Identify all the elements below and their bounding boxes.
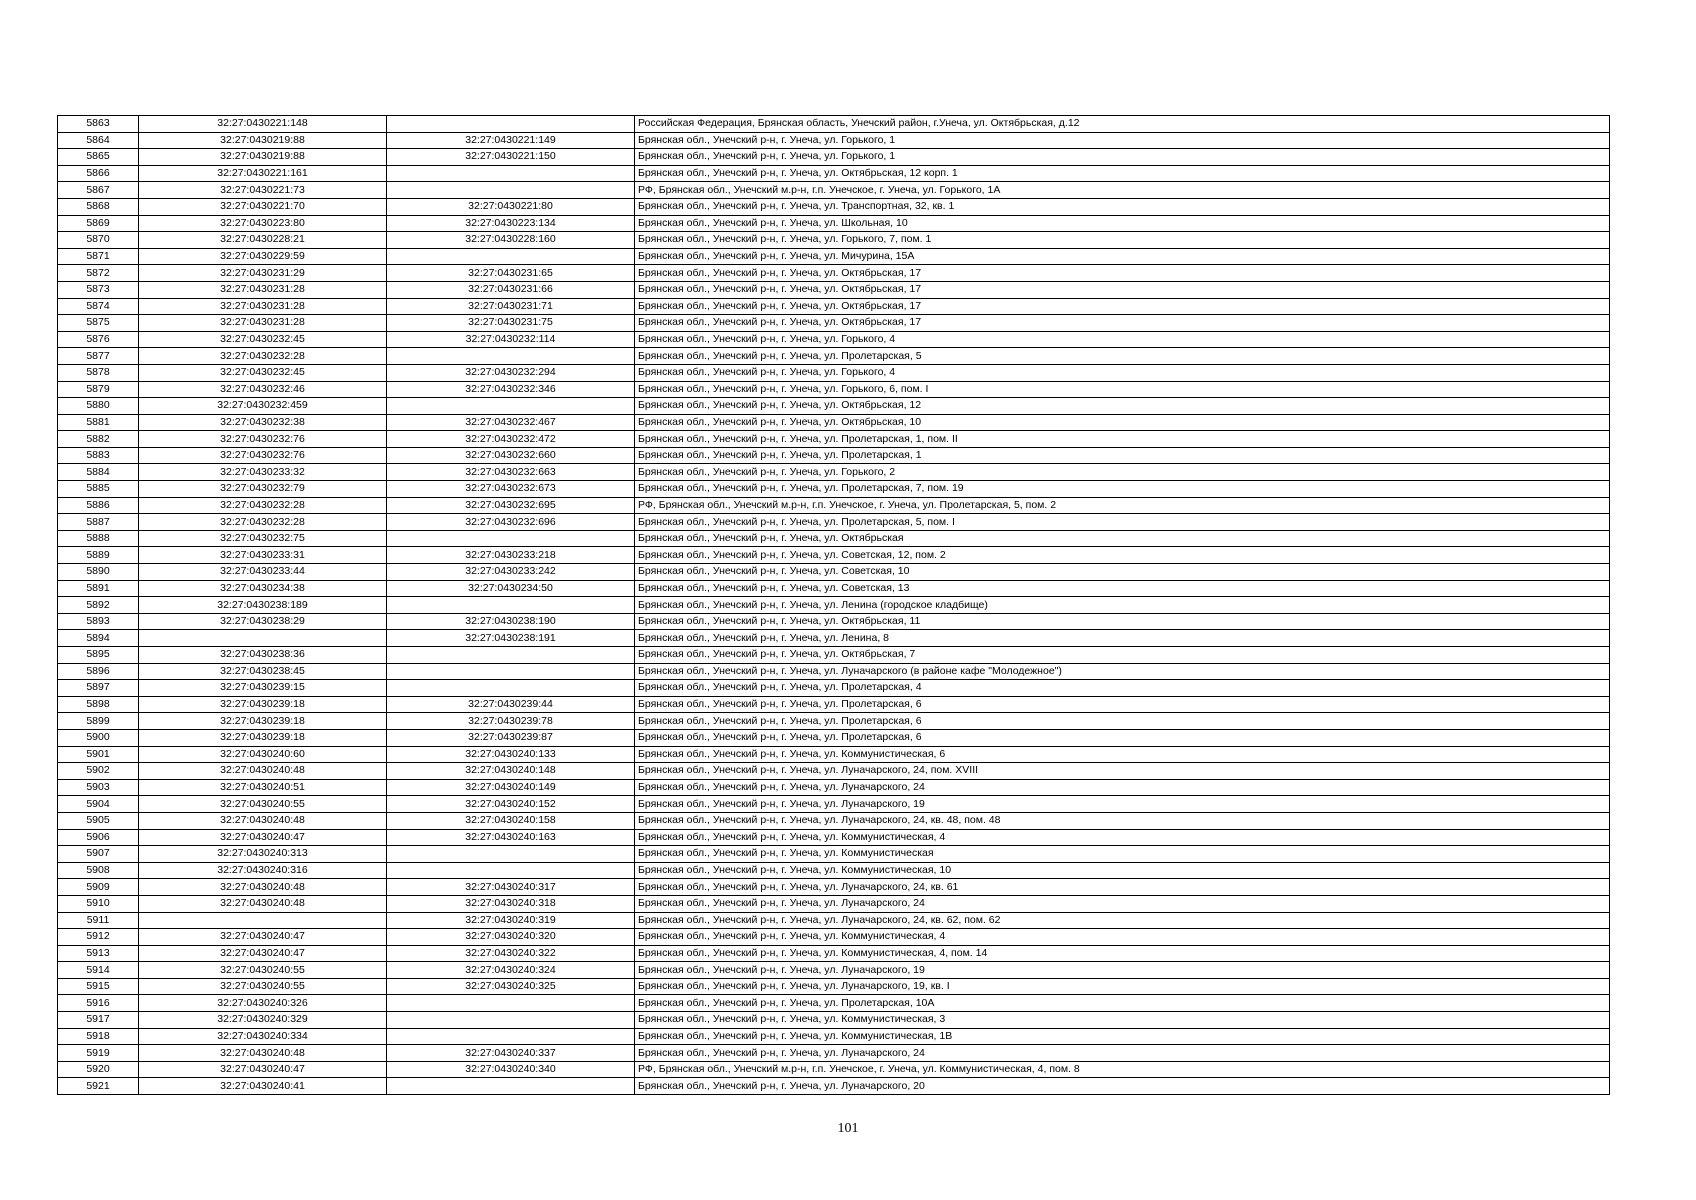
address-cell: Брянская обл., Унечский р-н, г. Унеча, ул. Коммунистическая, 4 [635, 929, 1610, 946]
row-number-cell: 5872 [58, 265, 139, 282]
table-row [58, 663, 1610, 680]
land-cadastral-number-cell: 32:27:0430240:60 [139, 746, 387, 763]
object-cadastral-number-cell: 32:27:0430232:294 [387, 364, 635, 381]
row-number-cell: 5888 [58, 530, 139, 547]
land-cadastral-number-cell: 32:27:0430238:189 [139, 597, 387, 614]
row-number-cell: 5863 [58, 116, 139, 133]
land-cadastral-number-cell: 32:27:0430240:329 [139, 1012, 387, 1029]
row-number-cell: 5911 [58, 912, 139, 929]
address-cell: Брянская обл., Унечский р-н, г. Унеча, ул. Ленина (городское кладбище) [635, 597, 1610, 614]
address-cell: Брянская обл., Унечский р-н, г. Унеча, ул. Октябрьская [635, 530, 1610, 547]
object-cadastral-number-cell: 32:27:0430232:673 [387, 481, 635, 498]
address-cell: Брянская обл., Унечский р-н, г. Унеча, ул. Коммунистическая, 10 [635, 862, 1610, 879]
address-cell: Брянская обл., Унечский р-н, г. Унеча, ул. Луначарского, 24, кв. 48, пом. 48 [635, 812, 1610, 829]
table-row [58, 248, 1610, 265]
address-cell: Брянская обл., Унечский р-н, г. Унеча, ул. Луначарского, 19, кв. I [635, 978, 1610, 995]
address-cell: Брянская обл., Унечский р-н, г. Унеча, ул. Октябрьская, 17 [635, 315, 1610, 332]
address-cell: Брянская обл., Унечский р-н, г. Унеча, ул. Пролетарская, 10А [635, 995, 1610, 1012]
land-cadastral-number-cell: 32:27:0430219:88 [139, 149, 387, 166]
address-cell: Брянская обл., Унечский р-н, г. Унеча, ул. Пролетарская, 7, пом. 19 [635, 481, 1610, 498]
object-cadastral-number-cell [387, 995, 635, 1012]
address-cell: Брянская обл., Унечский р-н, г. Унеча, ул. Луначарского, 20 [635, 1078, 1610, 1095]
address-cell: Брянская обл., Унечский р-н, г. Унеча, ул. Пролетарская, 5 [635, 348, 1610, 365]
land-cadastral-number-cell: 32:27:0430240:48 [139, 812, 387, 829]
land-cadastral-number-cell: 32:27:0430231:28 [139, 315, 387, 332]
object-cadastral-number-cell: 32:27:0430232:472 [387, 431, 635, 448]
table-row [58, 1061, 1610, 1078]
land-cadastral-number-cell: 32:27:0430219:88 [139, 132, 387, 149]
object-cadastral-number-cell: 32:27:0430240:149 [387, 779, 635, 796]
address-cell: Брянская обл., Унечский р-н, г. Унеча, ул. Октябрьская, 7 [635, 647, 1610, 664]
table-row [58, 398, 1610, 415]
land-cadastral-number-cell: 32:27:0430231:29 [139, 265, 387, 282]
table-row [58, 846, 1610, 863]
table-row [58, 630, 1610, 647]
row-number-cell: 5910 [58, 895, 139, 912]
land-cadastral-number-cell: 32:27:0430238:36 [139, 647, 387, 664]
row-number-cell: 5900 [58, 729, 139, 746]
row-number-cell: 5886 [58, 497, 139, 514]
address-cell: Брянская обл., Унечский р-н, г. Унеча, ул. Луначарского, 24 [635, 895, 1610, 912]
object-cadastral-number-cell [387, 248, 635, 265]
object-cadastral-number-cell: 32:27:0430228:160 [387, 232, 635, 249]
row-number-cell: 5920 [58, 1061, 139, 1078]
row-number-cell: 5912 [58, 929, 139, 946]
table-row [58, 481, 1610, 498]
address-cell: Брянская обл., Унечский р-н, г. Унеча, ул. Коммунистическая, 1В [635, 1028, 1610, 1045]
object-cadastral-number-cell: 32:27:0430240:317 [387, 879, 635, 896]
row-number-cell: 5868 [58, 198, 139, 215]
table-row [58, 978, 1610, 995]
object-cadastral-number-cell [387, 663, 635, 680]
row-number-cell: 5880 [58, 398, 139, 415]
address-cell: Брянская обл., Унечский р-н, г. Унеча, ул. Октябрьская, 12 [635, 398, 1610, 415]
address-cell: Брянская обл., Унечский р-н, г. Унеча, ул. Луначарского, 24, пом. XVIII [635, 763, 1610, 780]
object-cadastral-number-cell: 32:27:0430240:322 [387, 945, 635, 962]
address-cell: Брянская обл., Унечский р-н, г. Унеча, ул. Советская, 12, пом. 2 [635, 547, 1610, 564]
address-cell: Брянская обл., Унечский р-н, г. Унеча, ул. Горького, 1 [635, 132, 1610, 149]
row-number-cell: 5921 [58, 1078, 139, 1095]
object-cadastral-number-cell: 32:27:0430238:190 [387, 613, 635, 630]
address-cell: Брянская обл., Унечский р-н, г. Унеча, ул. Горького, 4 [635, 364, 1610, 381]
row-number-cell: 5867 [58, 182, 139, 199]
table-row [58, 364, 1610, 381]
row-number-cell: 5887 [58, 514, 139, 531]
table-row [58, 680, 1610, 697]
table-row [58, 198, 1610, 215]
address-cell: Брянская обл., Унечский р-н, г. Унеча, ул. Пролетарская, 5, пом. I [635, 514, 1610, 531]
table-row [58, 713, 1610, 730]
object-cadastral-number-cell: 32:27:0430221:150 [387, 149, 635, 166]
object-cadastral-number-cell: 32:27:0430232:346 [387, 381, 635, 398]
object-cadastral-number-cell: 32:27:0430234:50 [387, 580, 635, 597]
object-cadastral-number-cell: 32:27:0430240:163 [387, 829, 635, 846]
address-cell: Брянская обл., Унечский р-н, г. Унеча, ул. Пролетарская, 4 [635, 680, 1610, 697]
object-cadastral-number-cell [387, 348, 635, 365]
row-number-cell: 5903 [58, 779, 139, 796]
row-number-cell: 5897 [58, 680, 139, 697]
object-cadastral-number-cell: 32:27:0430240:148 [387, 763, 635, 780]
address-cell: Брянская обл., Унечский р-н, г. Унеча, ул. Коммунистическая, 4, пом. 14 [635, 945, 1610, 962]
land-cadastral-number-cell: 32:27:0430221:70 [139, 198, 387, 215]
land-cadastral-number-cell: 32:27:0430232:459 [139, 398, 387, 415]
land-cadastral-number-cell: 32:27:0430240:313 [139, 846, 387, 863]
table-row [58, 779, 1610, 796]
land-cadastral-number-cell: 32:27:0430240:326 [139, 995, 387, 1012]
land-cadastral-number-cell: 32:27:0430240:55 [139, 796, 387, 813]
table-row [58, 580, 1610, 597]
row-number-cell: 5895 [58, 647, 139, 664]
row-number-cell: 5889 [58, 547, 139, 564]
object-cadastral-number-cell: 32:27:0430239:87 [387, 729, 635, 746]
object-cadastral-number-cell: 32:27:0430232:663 [387, 464, 635, 481]
land-cadastral-number-cell: 32:27:0430233:44 [139, 564, 387, 581]
address-cell: Брянская обл., Унечский р-н, г. Унеча, ул. Октябрьская, 12 корп. 1 [635, 165, 1610, 182]
object-cadastral-number-cell: 32:27:0430240:152 [387, 796, 635, 813]
object-cadastral-number-cell [387, 597, 635, 614]
land-cadastral-number-cell: 32:27:0430232:28 [139, 514, 387, 531]
table-row [58, 995, 1610, 1012]
land-cadastral-number-cell: 32:27:0430240:55 [139, 962, 387, 979]
land-cadastral-number-cell: 32:27:0430238:29 [139, 613, 387, 630]
object-cadastral-number-cell: 32:27:0430221:80 [387, 198, 635, 215]
table-row [58, 381, 1610, 398]
object-cadastral-number-cell: 32:27:0430240:337 [387, 1045, 635, 1062]
land-cadastral-number-cell: 32:27:0430233:31 [139, 547, 387, 564]
row-number-cell: 5869 [58, 215, 139, 232]
row-number-cell: 5894 [58, 630, 139, 647]
land-cadastral-number-cell: 32:27:0430229:59 [139, 248, 387, 265]
object-cadastral-number-cell [387, 116, 635, 133]
address-cell: Брянская обл., Унечский р-н, г. Унеча, ул. Октябрьская, 11 [635, 613, 1610, 630]
address-cell: Брянская обл., Унечский р-н, г. Унеча, ул. Октябрьская, 17 [635, 265, 1610, 282]
land-cadastral-number-cell: 32:27:0430240:48 [139, 763, 387, 780]
address-cell: Брянская обл., Унечский р-н, г. Унеча, ул. Луначарского, 24 [635, 1045, 1610, 1062]
address-cell: Брянская обл., Унечский р-н, г. Унеча, ул. Октябрьская, 17 [635, 298, 1610, 315]
row-number-cell: 5892 [58, 597, 139, 614]
table-row [58, 895, 1610, 912]
table-body [58, 116, 1610, 1095]
address-cell: Брянская обл., Унечский р-н, г. Унеча, ул. Школьная, 10 [635, 215, 1610, 232]
table-row [58, 431, 1610, 448]
table-row [58, 464, 1610, 481]
object-cadastral-number-cell [387, 862, 635, 879]
table-row [58, 281, 1610, 298]
row-number-cell: 5907 [58, 846, 139, 863]
land-cadastral-number-cell: 32:27:0430240:47 [139, 929, 387, 946]
object-cadastral-number-cell [387, 680, 635, 697]
row-number-cell: 5883 [58, 447, 139, 464]
row-number-cell: 5896 [58, 663, 139, 680]
address-cell: Брянская обл., Унечский р-н, г. Унеча, ул. Советская, 13 [635, 580, 1610, 597]
table-row [58, 1012, 1610, 1029]
land-cadastral-number-cell: 32:27:0430239:18 [139, 729, 387, 746]
address-cell: Брянская обл., Унечский р-н, г. Унеча, ул. Советская, 10 [635, 564, 1610, 581]
address-cell: Брянская обл., Унечский р-н, г. Унеча, ул. Коммунистическая, 6 [635, 746, 1610, 763]
row-number-cell: 5899 [58, 713, 139, 730]
row-number-cell: 5918 [58, 1028, 139, 1045]
land-cadastral-number-cell: 32:27:0430231:28 [139, 298, 387, 315]
land-cadastral-number-cell: 32:27:0430240:316 [139, 862, 387, 879]
address-cell: Брянская обл., Унечский р-н, г. Унеча, ул. Луначарского, 24, кв. 61 [635, 879, 1610, 896]
address-cell: РФ, Брянская обл., Унечский м.р-н, г.п. Унечское, г. Унеча, ул. Пролетарская, 5, пом. 2 [635, 497, 1610, 514]
land-cadastral-number-cell: 32:27:0430232:75 [139, 530, 387, 547]
land-cadastral-number-cell: 32:27:0430240:48 [139, 895, 387, 912]
land-cadastral-number-cell: 32:27:0430228:21 [139, 232, 387, 249]
object-cadastral-number-cell: 32:27:0430231:65 [387, 265, 635, 282]
land-cadastral-number-cell: 32:27:0430239:18 [139, 696, 387, 713]
object-cadastral-number-cell: 32:27:0430231:71 [387, 298, 635, 315]
object-cadastral-number-cell: 32:27:0430232:467 [387, 414, 635, 431]
row-number-cell: 5891 [58, 580, 139, 597]
table-row [58, 165, 1610, 182]
row-number-cell: 5908 [58, 862, 139, 879]
object-cadastral-number-cell: 32:27:0430240:320 [387, 929, 635, 946]
address-cell: Брянская обл., Унечский р-н, г. Унеча, ул. Луначарского, 19 [635, 962, 1610, 979]
land-cadastral-number-cell: 32:27:0430240:47 [139, 1061, 387, 1078]
address-cell: Брянская обл., Унечский р-н, г. Унеча, ул. Луначарского, 24 [635, 779, 1610, 796]
land-cadastral-number-cell: 32:27:0430232:76 [139, 431, 387, 448]
table-row [58, 912, 1610, 929]
address-cell: Брянская обл., Унечский р-н, г. Унеча, ул. Октябрьская, 10 [635, 414, 1610, 431]
table-row [58, 132, 1610, 149]
row-number-cell: 5893 [58, 613, 139, 630]
address-cell: Брянская обл., Унечский р-н, г. Унеча, ул. Коммунистическая, 3 [635, 1012, 1610, 1029]
row-number-cell: 5905 [58, 812, 139, 829]
row-number-cell: 5870 [58, 232, 139, 249]
land-cadastral-number-cell: 32:27:0430232:28 [139, 348, 387, 365]
table-row [58, 696, 1610, 713]
address-cell: Брянская обл., Унечский р-н, г. Унеча, ул. Луначарского, 19 [635, 796, 1610, 813]
object-cadastral-number-cell [387, 1028, 635, 1045]
land-cadastral-number-cell: 32:27:0430233:32 [139, 464, 387, 481]
row-number-cell: 5904 [58, 796, 139, 813]
object-cadastral-number-cell [387, 398, 635, 415]
table-row [58, 447, 1610, 464]
address-cell: Брянская обл., Унечский р-н, г. Унеча, ул. Горького, 6, пом. I [635, 381, 1610, 398]
table-row [58, 564, 1610, 581]
land-cadastral-number-cell: 32:27:0430240:334 [139, 1028, 387, 1045]
table-row [58, 647, 1610, 664]
land-cadastral-number-cell: 32:27:0430232:79 [139, 481, 387, 498]
row-number-cell: 5915 [58, 978, 139, 995]
table-row [58, 597, 1610, 614]
table-row [58, 215, 1610, 232]
table-row [58, 265, 1610, 282]
land-cadastral-number-cell: 32:27:0430221:161 [139, 165, 387, 182]
land-cadastral-number-cell: 32:27:0430232:45 [139, 364, 387, 381]
object-cadastral-number-cell: 32:27:0430240:324 [387, 962, 635, 979]
table-row [58, 945, 1610, 962]
row-number-cell: 5898 [58, 696, 139, 713]
row-number-cell: 5917 [58, 1012, 139, 1029]
row-number-cell: 5875 [58, 315, 139, 332]
table-row [58, 116, 1610, 133]
object-cadastral-number-cell: 32:27:0430240:133 [387, 746, 635, 763]
row-number-cell: 5882 [58, 431, 139, 448]
row-number-cell: 5901 [58, 746, 139, 763]
table-row [58, 729, 1610, 746]
table-row [58, 149, 1610, 166]
land-cadastral-number-cell: 32:27:0430239:18 [139, 713, 387, 730]
object-cadastral-number-cell: 32:27:0430232:696 [387, 514, 635, 531]
row-number-cell: 5909 [58, 879, 139, 896]
table-row [58, 746, 1610, 763]
table-row [58, 1028, 1610, 1045]
table-row [58, 796, 1610, 813]
land-cadastral-number-cell: 32:27:0430232:28 [139, 497, 387, 514]
table-row [58, 613, 1610, 630]
address-cell: Брянская обл., Унечский р-н, г. Унеча, ул. Пролетарская, 1, пом. II [635, 431, 1610, 448]
row-number-cell: 5865 [58, 149, 139, 166]
land-cadastral-number-cell: 32:27:0430240:47 [139, 945, 387, 962]
row-number-cell: 5890 [58, 564, 139, 581]
land-cadastral-number-cell: 32:27:0430232:76 [139, 447, 387, 464]
table-row [58, 547, 1610, 564]
object-cadastral-number-cell: 32:27:0430232:695 [387, 497, 635, 514]
row-number-cell: 5919 [58, 1045, 139, 1062]
row-number-cell: 5916 [58, 995, 139, 1012]
table-row [58, 331, 1610, 348]
address-cell: Брянская обл., Унечский р-н, г. Унеча, ул. Луначарского, 24, кв. 62, пом. 62 [635, 912, 1610, 929]
row-number-cell: 5864 [58, 132, 139, 149]
land-cadastral-number-cell: 32:27:0430240:55 [139, 978, 387, 995]
row-number-cell: 5866 [58, 165, 139, 182]
land-cadastral-number-cell: 32:27:0430234:38 [139, 580, 387, 597]
object-cadastral-number-cell: 32:27:0430240:325 [387, 978, 635, 995]
row-number-cell: 5885 [58, 481, 139, 498]
row-number-cell: 5902 [58, 763, 139, 780]
land-cadastral-number-cell: 32:27:0430221:148 [139, 116, 387, 133]
address-cell: Брянская обл., Унечский р-н, г. Унеча, ул. Пролетарская, 6 [635, 696, 1610, 713]
table-row [58, 862, 1610, 879]
row-number-cell: 5874 [58, 298, 139, 315]
object-cadastral-number-cell: 32:27:0430232:660 [387, 447, 635, 464]
table-row [58, 929, 1610, 946]
row-number-cell: 5876 [58, 331, 139, 348]
address-cell: Брянская обл., Унечский р-н, г. Унеча, ул. Октябрьская, 17 [635, 281, 1610, 298]
table-row [58, 514, 1610, 531]
row-number-cell: 5881 [58, 414, 139, 431]
table-row [58, 962, 1610, 979]
address-cell: Брянская обл., Унечский р-н, г. Унеча, ул. Коммунистическая [635, 846, 1610, 863]
row-number-cell: 5913 [58, 945, 139, 962]
object-cadastral-number-cell: 32:27:0430240:319 [387, 912, 635, 929]
page-number: 101 [837, 1121, 859, 1136]
table-row [58, 1045, 1610, 1062]
land-cadastral-number-cell [139, 630, 387, 647]
address-cell: Брянская обл., Унечский р-н, г. Унеча, ул. Горького, 7, пом. 1 [635, 232, 1610, 249]
object-cadastral-number-cell [387, 647, 635, 664]
address-cell: Брянская обл., Унечский р-н, г. Унеча, ул. Ленина, 8 [635, 630, 1610, 647]
object-cadastral-number-cell: 32:27:0430231:66 [387, 281, 635, 298]
address-cell: РФ, Брянская обл., Унечский м.р-н, г.п. Унечское, г. Унеча, ул. Коммунистическая, 4, пом. 8 [635, 1061, 1610, 1078]
object-cadastral-number-cell: 32:27:0430240:158 [387, 812, 635, 829]
land-cadastral-number-cell: 32:27:0430240:48 [139, 879, 387, 896]
object-cadastral-number-cell [387, 1012, 635, 1029]
object-cadastral-number-cell [387, 530, 635, 547]
land-cadastral-number-cell: 32:27:0430240:47 [139, 829, 387, 846]
land-cadastral-number-cell: 32:27:0430223:80 [139, 215, 387, 232]
object-cadastral-number-cell [387, 182, 635, 199]
address-cell: Брянская обл., Унечский р-н, г. Унеча, ул. Луначарского (в районе кафе "Молодежное") [635, 663, 1610, 680]
table-row [58, 829, 1610, 846]
land-cadastral-number-cell: 32:27:0430232:46 [139, 381, 387, 398]
table-row [58, 232, 1610, 249]
object-cadastral-number-cell: 32:27:0430238:191 [387, 630, 635, 647]
table-row [58, 298, 1610, 315]
row-number-cell: 5878 [58, 364, 139, 381]
object-cadastral-number-cell: 32:27:0430231:75 [387, 315, 635, 332]
land-cadastral-number-cell [139, 912, 387, 929]
land-cadastral-number-cell: 32:27:0430221:73 [139, 182, 387, 199]
land-cadastral-number-cell: 32:27:0430240:51 [139, 779, 387, 796]
object-cadastral-number-cell: 32:27:0430232:114 [387, 331, 635, 348]
object-cadastral-number-cell: 32:27:0430233:218 [387, 547, 635, 564]
land-cadastral-number-cell: 32:27:0430231:28 [139, 281, 387, 298]
object-cadastral-number-cell [387, 846, 635, 863]
object-cadastral-number-cell: 32:27:0430223:134 [387, 215, 635, 232]
address-cell: Брянская обл., Унечский р-н, г. Унеча, ул. Пролетарская, 6 [635, 729, 1610, 746]
address-cell: Российская Федерация, Брянская область, Унечский район, г.Унеча, ул. Октябрьская, д.12 [635, 116, 1610, 133]
address-cell: Брянская обл., Унечский р-н, г. Унеча, ул. Пролетарская, 6 [635, 713, 1610, 730]
address-cell: РФ, Брянская обл., Унечский м.р-н, г.п. Унечское, г. Унеча, ул. Горького, 1А [635, 182, 1610, 199]
object-cadastral-number-cell: 32:27:0430239:78 [387, 713, 635, 730]
object-cadastral-number-cell: 32:27:0430239:44 [387, 696, 635, 713]
property-table [57, 115, 1610, 1095]
table-row [58, 763, 1610, 780]
land-cadastral-number-cell: 32:27:0430232:45 [139, 331, 387, 348]
object-cadastral-number-cell: 32:27:0430221:149 [387, 132, 635, 149]
table-row [58, 348, 1610, 365]
address-cell: Брянская обл., Унечский р-н, г. Унеча, ул. Горького, 2 [635, 464, 1610, 481]
land-cadastral-number-cell: 32:27:0430240:48 [139, 1045, 387, 1062]
table-row [58, 812, 1610, 829]
table-row [58, 315, 1610, 332]
land-cadastral-number-cell: 32:27:0430239:15 [139, 680, 387, 697]
address-cell: Брянская обл., Унечский р-н, г. Унеча, ул. Горького, 1 [635, 149, 1610, 166]
land-cadastral-number-cell: 32:27:0430232:38 [139, 414, 387, 431]
table-row [58, 182, 1610, 199]
table-row [58, 414, 1610, 431]
row-number-cell: 5914 [58, 962, 139, 979]
row-number-cell: 5877 [58, 348, 139, 365]
object-cadastral-number-cell [387, 1078, 635, 1095]
row-number-cell: 5871 [58, 248, 139, 265]
row-number-cell: 5884 [58, 464, 139, 481]
object-cadastral-number-cell [387, 165, 635, 182]
row-number-cell: 5906 [58, 829, 139, 846]
table-row [58, 497, 1610, 514]
object-cadastral-number-cell: 32:27:0430240:340 [387, 1061, 635, 1078]
table-row [58, 530, 1610, 547]
land-cadastral-number-cell: 32:27:0430240:41 [139, 1078, 387, 1095]
address-cell: Брянская обл., Унечский р-н, г. Унеча, ул. Мичурина, 15А [635, 248, 1610, 265]
address-cell: Брянская обл., Унечский р-н, г. Унеча, ул. Горького, 4 [635, 331, 1610, 348]
row-number-cell: 5873 [58, 281, 139, 298]
land-cadastral-number-cell: 32:27:0430238:45 [139, 663, 387, 680]
table-row [58, 879, 1610, 896]
table-row [58, 1078, 1610, 1095]
address-cell: Брянская обл., Унечский р-н, г. Унеча, ул. Транспортная, 32, кв. 1 [635, 198, 1610, 215]
object-cadastral-number-cell: 32:27:0430233:242 [387, 564, 635, 581]
object-cadastral-number-cell: 32:27:0430240:318 [387, 895, 635, 912]
row-number-cell: 5879 [58, 381, 139, 398]
address-cell: Брянская обл., Унечский р-н, г. Унеча, ул. Пролетарская, 1 [635, 447, 1610, 464]
address-cell: Брянская обл., Унечский р-н, г. Унеча, ул. Коммунистическая, 4 [635, 829, 1610, 846]
